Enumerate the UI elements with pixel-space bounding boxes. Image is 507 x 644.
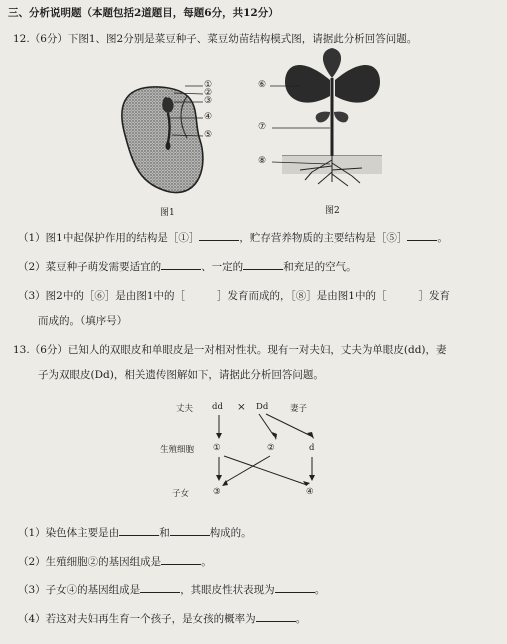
answer-blank: [407, 230, 437, 241]
fig2-caption: 图2: [325, 206, 340, 216]
q12-part2: （2）菜豆种子萌发需要适宜的 、一定的 和充足的空气。: [18, 261, 357, 273]
embryo-radicle: [166, 142, 171, 150]
q12-part1: （1）图1中起保护作用的结构是［①］ ，贮存营养物质的主要结构是［⑤］ 。: [18, 232, 448, 244]
answer-blank: [119, 525, 159, 536]
answer-blank: [170, 525, 210, 536]
offspring-3: ③: [213, 487, 221, 497]
answer-blank: [199, 230, 239, 241]
q12-part3: （3）图2中的［⑥］是由图1中的［ ］发育而成的，［⑧］是由图1中的［ ］发育: [18, 290, 450, 302]
offspring-label: 子女: [172, 489, 190, 499]
q13-part1: （1）染色体主要是由 和 构成的。: [18, 527, 252, 539]
fig1-label-1: ①: [204, 80, 213, 90]
fig1-label-3: ③: [204, 96, 213, 106]
q12-part3-cont: 而成的。（填序号）: [38, 315, 128, 327]
cross-diagram-lines: [219, 414, 315, 485]
q13-part4: （4）若这对夫妇再生育一个孩子，是女孩的概率为 。: [18, 613, 307, 625]
gametes-label: 生殖细胞: [160, 445, 195, 455]
fig2-label-7: ⑦: [258, 122, 267, 132]
leaf-right: [335, 65, 380, 103]
offspring-4: ④: [306, 487, 314, 497]
leaf-top: [323, 48, 341, 78]
section-header: 三、分析说明题（本题包括2道题目，每题6分，共12分）: [8, 7, 279, 19]
q12-stem: 12.（6分）下图1、图2分别是菜豆种子、菜豆幼苗结构模式图，请据此分析回答问题。: [13, 33, 418, 45]
q13-stem-line2: 子为双眼皮(Dd)，相关遗传图解如下，请据此分析回答问题。: [38, 369, 324, 381]
fig1-label-4: ④: [204, 112, 213, 122]
fig2-label-6: ⑥: [258, 80, 267, 90]
cotyledon-left: [316, 112, 330, 123]
cross-symbol: ×: [237, 401, 246, 413]
q13-part2: （2）生殖细胞②的基因组成是 。: [18, 556, 212, 568]
fig1-caption: 图1: [160, 208, 175, 218]
husband-genotype: dd: [212, 402, 223, 412]
wife-genotype: Dd: [256, 402, 269, 412]
q13-part3: （3）子女④的基因组成是 ，其眼皮性状表现为 。: [18, 584, 326, 596]
bean-seedling-diagram: [282, 48, 382, 186]
answer-blank: [275, 582, 315, 593]
answer-blank: [243, 259, 283, 270]
gamete-3: d: [309, 443, 315, 453]
fig1-label-2: ②: [204, 88, 213, 98]
answer-blank: [161, 259, 201, 270]
fig2-label-8: ⑧: [258, 156, 267, 166]
husband-label: 丈夫: [176, 404, 194, 414]
bean-seed-diagram: [122, 87, 203, 193]
q13-stem-line1: 13.（6分）已知人的双眼皮和单眼皮是一对相对性状。现有一对夫妇，丈夫为单眼皮(dd)，妻: [13, 344, 447, 356]
answer-blank: [140, 582, 180, 593]
wife-label: 妻子: [290, 404, 308, 414]
answer-blank: [161, 554, 201, 565]
leaf-left: [285, 65, 330, 103]
answer-blank: [256, 611, 296, 622]
fig1-label-5: ⑤: [204, 130, 213, 140]
cotyledon-right: [334, 112, 348, 123]
gamete-1: ①: [213, 443, 221, 453]
gamete-2: ②: [267, 443, 275, 453]
